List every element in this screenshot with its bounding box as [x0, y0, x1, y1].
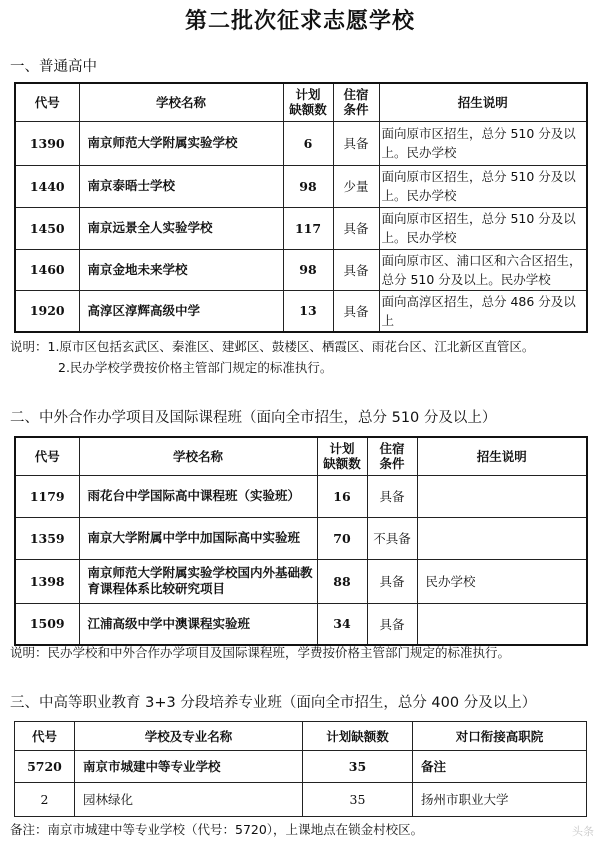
table-row [15, 517, 587, 559]
col-name: 学校名称 [79, 83, 283, 121]
table-row [15, 121, 587, 165]
row-name: 南京师范大学附属实验学校 [79, 121, 283, 165]
table-row [15, 559, 587, 603]
section3-heading: 三、中高等职业教育 3+3 分段培养专业班（面向全市招生，总分 400 分及以上） [10, 695, 537, 711]
col-code: 代号 [15, 83, 79, 121]
table-row [15, 751, 587, 783]
row-code: 1398 [15, 559, 79, 603]
row-code: 1440 [15, 165, 79, 207]
row-quota: 35 [303, 751, 413, 783]
row-quota: 70 [317, 517, 367, 559]
section1-note-2: 2.民办学校学费按价格主管部门规定的标准执行。 [58, 360, 333, 375]
row-name: 南京金地未来学校 [79, 249, 283, 290]
table-row [15, 290, 587, 332]
row-college: 备注 [413, 751, 587, 783]
row-code: 1450 [15, 207, 79, 249]
row-code: 1390 [15, 121, 79, 165]
table-row [15, 603, 587, 645]
row-name: 南京师范大学附属实验学校国内外基础教育课程体系比较研究项目 [79, 559, 317, 603]
row-quota: 98 [283, 249, 333, 290]
row-note: 民办学校 [417, 559, 587, 603]
row-lodging: 具备 [367, 475, 417, 517]
col-lodging: 住宿 条件 [367, 437, 417, 475]
row-name: 高淳区淳辉高级中学 [79, 290, 283, 332]
watermark: 头条 [572, 825, 594, 838]
row-quota: 98 [283, 165, 333, 207]
row-name: 雨花台中学国际高中课程班（实验班） [79, 475, 317, 517]
row-note: 面向原市区招生，总分 510 分及以上。民办学校 [379, 165, 587, 207]
row-quota: 13 [283, 290, 333, 332]
row-lodging: 具备 [333, 207, 379, 249]
row-code: 1460 [15, 249, 79, 290]
col-name: 学校及专业名称 [75, 722, 303, 751]
row-note: 面向高淳区招生，总分 486 分及以上 [379, 290, 587, 332]
row-name: 园林绿化 [75, 783, 303, 817]
col-quota: 计划 缺额数 [283, 83, 333, 121]
row-code: 1359 [15, 517, 79, 559]
row-lodging: 具备 [333, 121, 379, 165]
row-lodging: 具备 [333, 290, 379, 332]
col-note: 招生说明 [379, 83, 587, 121]
row-college: 扬州市职业大学 [413, 783, 587, 817]
row-quota: 117 [283, 207, 333, 249]
table-row [15, 207, 587, 249]
table-row [15, 165, 587, 207]
col-lodging: 住宿 条件 [333, 83, 379, 121]
section2-heading: 二、中外合作办学项目及国际课程班（面向全市招生，总分 510 分及以上） [10, 410, 497, 426]
row-note: 面向原市区招生，总分 510 分及以上。民办学校 [379, 207, 587, 249]
col-code: 代号 [15, 722, 75, 751]
section1-note-1: 说明：1.原市区包括玄武区、秦淮区、建邺区、鼓楼区、栖霞区、雨花台区、江北新区直管区。 [10, 339, 535, 354]
section3-note: 备注：南京市城建中等专业学校（代号：5720），上课地点在锁金村校区。 [10, 822, 424, 837]
row-quota: 16 [317, 475, 367, 517]
row-note [417, 475, 587, 517]
row-lodging: 具备 [333, 249, 379, 290]
row-quota: 35 [303, 783, 413, 817]
row-note: 面向原市区、浦口区和六合区招生，总分 510 分及以上。民办学校 [379, 249, 587, 290]
row-code: 2 [15, 783, 75, 817]
row-lodging: 具备 [367, 559, 417, 603]
table-row [15, 475, 587, 517]
row-name: 南京大学附属中学中加国际高中实验班 [79, 517, 317, 559]
row-lodging: 具备 [367, 603, 417, 645]
section3-table [14, 721, 587, 817]
row-code: 1179 [15, 475, 79, 517]
col-quota: 计划缺额数 [303, 722, 413, 751]
section2-table [14, 436, 588, 646]
row-name: 南京泰晤士学校 [79, 165, 283, 207]
row-name: 南京远景全人实验学校 [79, 207, 283, 249]
col-name: 学校名称 [79, 437, 317, 475]
section1-table [14, 82, 588, 333]
row-note [417, 603, 587, 645]
section1-heading: 一、普通高中 [10, 59, 97, 75]
row-note: 面向原市区招生，总分 510 分及以上。民办学校 [379, 121, 587, 165]
row-name: 江浦高级中学中澳课程实验班 [79, 603, 317, 645]
row-name: 南京市城建中等专业学校 [75, 751, 303, 783]
row-lodging: 不具备 [367, 517, 417, 559]
row-code: 1509 [15, 603, 79, 645]
table-row [15, 249, 587, 290]
col-note: 招生说明 [417, 437, 587, 475]
row-quota: 34 [317, 603, 367, 645]
row-lodging: 少量 [333, 165, 379, 207]
row-code: 5720 [15, 751, 75, 783]
row-code: 1920 [15, 290, 79, 332]
row-quota: 6 [283, 121, 333, 165]
col-quota: 计划 缺额数 [317, 437, 367, 475]
col-code: 代号 [15, 437, 79, 475]
page-title: 第二批次征求志愿学校 [184, 9, 415, 34]
table-row [15, 783, 587, 817]
row-quota: 88 [317, 559, 367, 603]
col-college: 对口衔接高职院 [413, 722, 587, 751]
row-note [417, 517, 587, 559]
section2-note: 说明：民办学校和中外合作办学项目及国际课程班，学费按价格主管部门规定的标准执行。 [10, 645, 511, 660]
